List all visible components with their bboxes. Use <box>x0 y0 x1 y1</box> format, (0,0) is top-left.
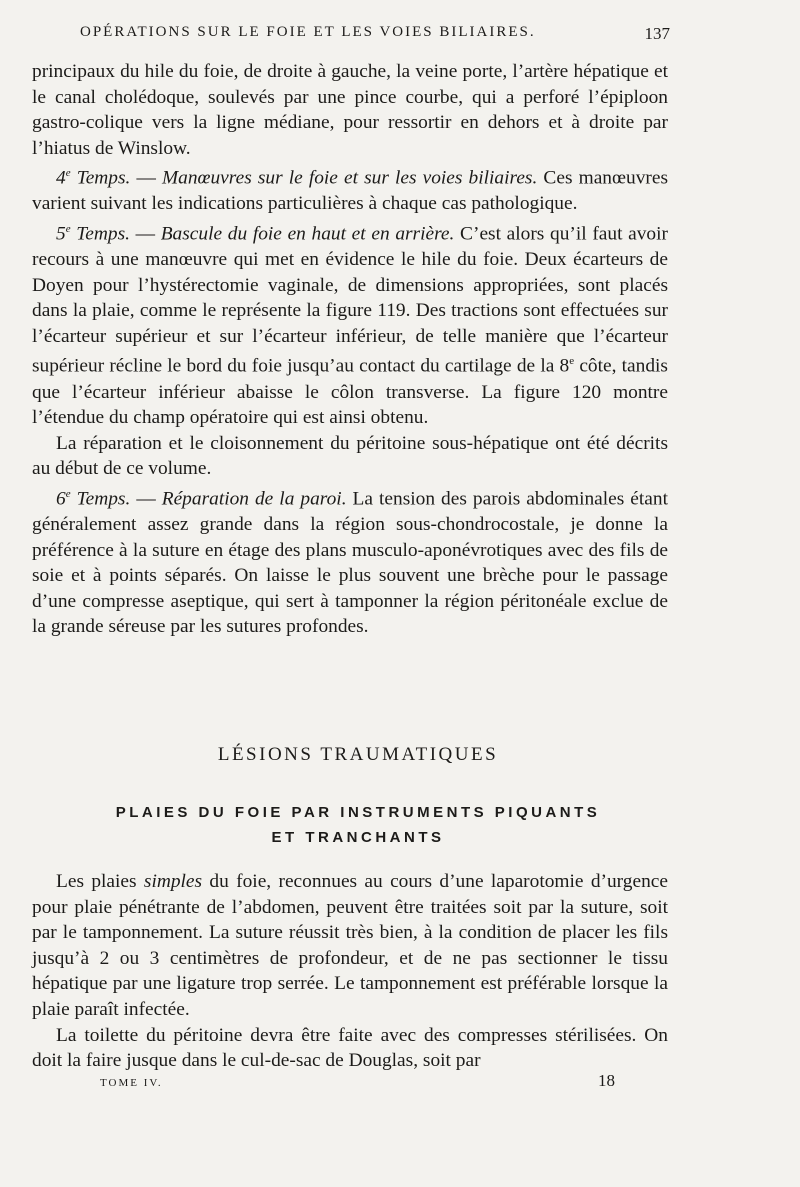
paragraph-text: C’est alors qu’il faut avoir recours à une manœuvre qui met en évidence le hile du foie. Deux écarteurs de Doyen pour l’hystérectomie vaginale, de dimensions appropriées, sont placés dans la plaie, comme le représente la figure 119. Des tractions sont effectuées sur l’écarteur supérieur et sur l’écarteur inférieur, de telle manière que l’écarteur supérieur récline le bord du foie jusqu’au contact du cartilage de la 8 <box>32 223 668 377</box>
paragraph-text: Ces manœuvres varient suivant les indications particulières à chaque cas pathologique. <box>32 167 668 215</box>
paragraph-text: Les plaies <box>56 871 144 892</box>
step-number: 6 <box>56 488 66 510</box>
step-ordinal: e <box>65 223 71 236</box>
paragraph-step-6 <box>32 482 668 640</box>
running-head <box>80 24 670 41</box>
paragraph-text: La toilette du péritoine devra être faite avec des compresses stérilisées. On doit la faire jusque dans le cul-de-sac de Douglas, soit par <box>32 1024 668 1072</box>
dash: — <box>129 223 161 245</box>
paragraph <box>32 59 668 161</box>
step-ordinal: e <box>65 167 71 180</box>
ordinal-sup: e <box>569 355 575 368</box>
section-title: LÉSIONS TRAUMATIQUES <box>217 744 499 765</box>
paragraph-step-4 <box>32 161 668 217</box>
step-title: Bascule du foie en haut et en arrière. <box>160 223 455 245</box>
paragraph-text: La tension des parois abdominales étant généralement assez grande dans la région sous-chondrocostale, je donne la préférence à la suture en étage des plans musculo-aponévrotiques avec des fils de soie et à points séparés. On laisse le plus souvent une brèche pour le passage d’une compresse aseptique, qui sert à tamponner la région péritonéale exclue de la grande séreuse par les sutures profondes. <box>32 488 668 638</box>
step-title: Manœuvres sur le foie et sur les voies biliaires. <box>162 167 538 189</box>
paragraph-step-5 <box>32 217 668 431</box>
step-number: 4 <box>56 167 66 189</box>
signature-mark: 18 <box>598 1071 615 1090</box>
paragraph-text: principaux du hile du foie, de droite à gauche, la veine porte, l’artère hépatique et le canal cholédoque, soulevés par une pince courbe, qui a perforé l’épiploon gastro-colique vers la ligne médiane, pour ressortir en dehors et à droite par l’hiatus de Winslow. <box>32 61 668 159</box>
step-ordinal: e <box>65 487 71 500</box>
dash: — <box>130 488 162 510</box>
paragraph <box>32 1023 668 1074</box>
paragraph-text: du foie, reconnues au cours d’une laparotomie d’urgence pour plaie pénétrante de l’abdomen, peuvent être traitées soit par la suture, soit par le tamponnement. La suture réussit très bien, à la condition de placer les fils jusqu’à 2 ou 3 centimètres de profondeur, et de ne pas sectionner le tissu hépatique par une ligature trop serrée. Le tamponnement est préférable lorsque la plaie paraît infectée. <box>32 871 669 1020</box>
step-label: Temps. <box>70 167 131 189</box>
step-label: Temps. <box>70 223 130 245</box>
text-block-upper <box>32 59 668 640</box>
step-title: Réparation de la paroi. <box>161 488 347 510</box>
dash: — <box>130 167 162 189</box>
page-number: 137 <box>644 24 670 43</box>
text-block-lower <box>32 869 668 1074</box>
volume-label: TOME IV. <box>100 1077 163 1089</box>
emphasis: simples <box>143 871 203 892</box>
section-subtitle <box>0 800 716 850</box>
paragraph-text: La réparation et le cloisonnement du péritoine sous-hépatique ont été décrits au début de ce volume. <box>32 432 668 480</box>
step-number: 5 <box>56 223 66 245</box>
paragraph <box>32 431 668 482</box>
paragraph-text: côte, tandis que l’écarteur inférieur abaisse le côlon transverse. La figure 120 montre l’étendue du champ opératoire qui est ainsi obtenu. <box>32 355 668 429</box>
subtitle-line: PLAIES DU FOIE PAR INSTRUMENTS PIQUANTS <box>115 804 601 821</box>
paragraph <box>32 869 668 1023</box>
running-head-title: OPÉRATIONS SUR LE FOIE ET LES VOIES BILIAIRES. <box>80 24 536 40</box>
step-label: Temps. <box>70 488 131 510</box>
subtitle-line: ET TRANCHANTS <box>271 829 445 846</box>
